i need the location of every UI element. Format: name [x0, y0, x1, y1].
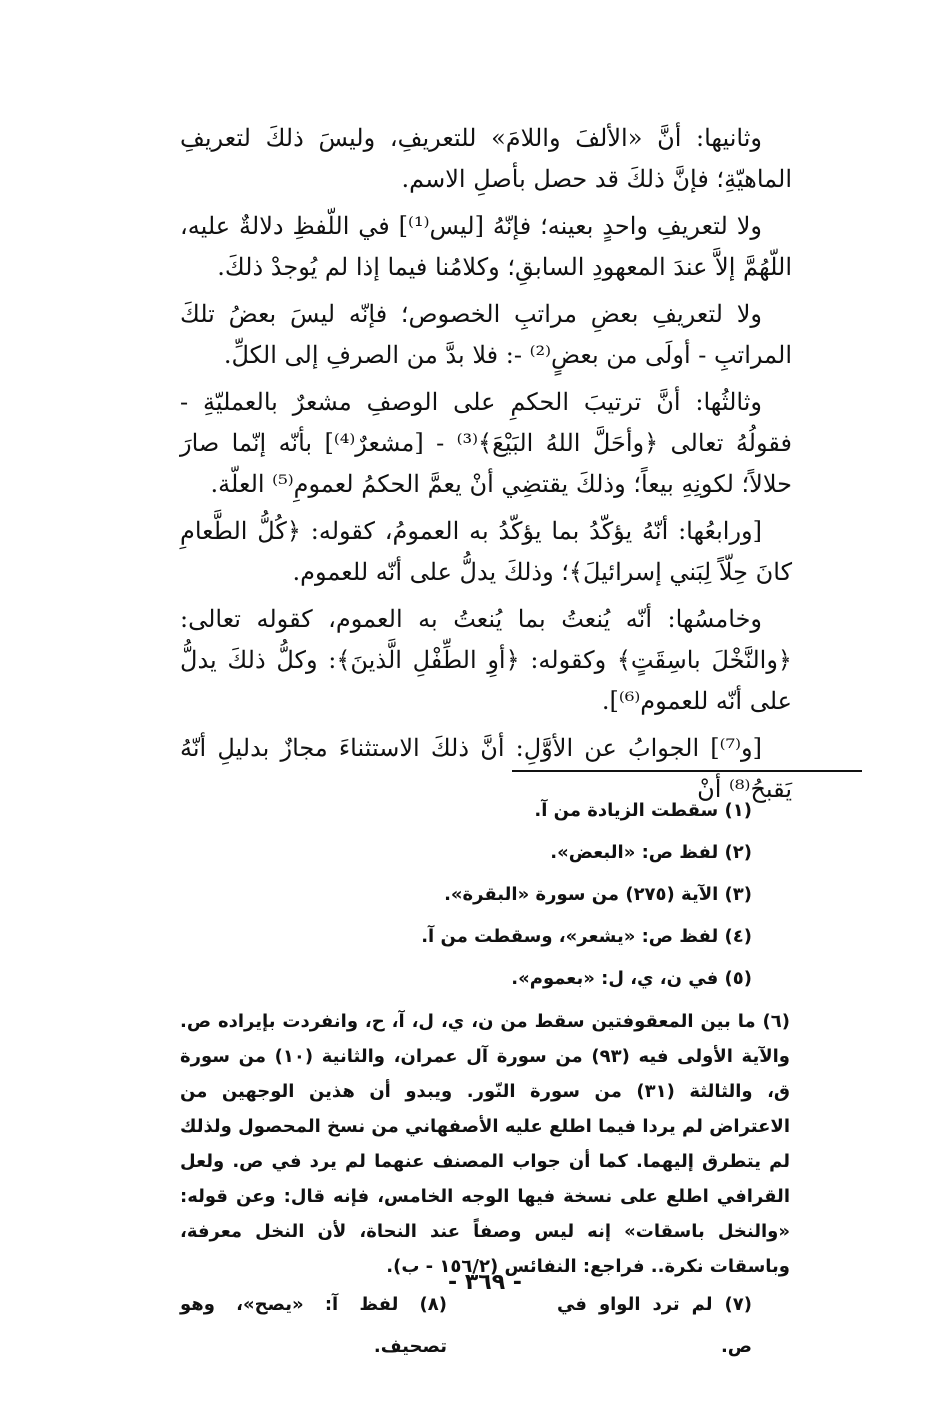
paragraph-specificity-ranks: ولا لتعريفِ بعضِ مراتبِ الخصوص؛ فإنّه ليسَ بعضُ تلكَ المراتبِ - أولَى من بعضٍ⁽²⁾ -: فلا بدَّ من الصرفِ إلى الكلِّ. — [180, 300, 792, 369]
paragraph-fifth-argument: وخامسُها: أنّه يُنعتُ بما يُنعتُ به العموم، كقوله تعالى: ﴿والنَّخْلَ باسِقَتٍ﴾ وكقوله: ﴿أوِ الطِّفْلِ الَّذينَ﴾: وكلُّ ذلكَ يدلُّ على أنّه للعموم⁽⁶⁾]. — [180, 605, 792, 715]
footnote-7: (٧) لم ترد الواو في ص. — [556, 1294, 752, 1357]
footnote-1: (١) سقطت الزيادة من آ. — [534, 800, 752, 821]
main-text — [180, 118, 792, 816]
footnote-6: (٦) ما بين المعقوفتين سقط من ن، ي، ل، آ، ح، وانفردت بإيراده ص. والآية الأولى فيه (٩٣) من سورة آل عمران، والثانية (١٠) من سورة ق، والثالثة (٣١) من سورة النّور. ويبدو أن هذين الوجهين من الاعتراض لم يردا فيما اطلع عليه الأصفهاني من نسخ المحصول ولذلك لم يتطرق إليهما. كما أن جواب المصنف عنهما لم يرد في ص. ولعل القرافي اطلع على نسخة فيها الوجه الخامس، فإنه قال: وعن قوله: «والنخل باسقات» إنه ليس وصفاً عند النحاة، لأن النخل معرفة، وباسقات نكرة.. فراجع: النفائس (١٥٦/٢ - ب). — [180, 1011, 790, 1277]
paragraph-answer-first: [و⁽⁷⁾] الجوابُ عن الأوَّلِ: أنَّ ذلكَ الاستثناءَ مجازٌ بدليلِ أنّهُ يَقبحُ⁽⁸⁾ أنْ — [180, 734, 792, 803]
footnote-8: (٨) لفظ آ: «يصح»، وهو تصحيف. — [180, 1294, 447, 1357]
footnote-2: (٢) لفظ ص: «البعض». — [550, 842, 752, 863]
footnote-pair-7-8 — [180, 1284, 790, 1368]
page-number: - ٣٦٩ - — [448, 1270, 522, 1295]
paragraph-second-argument: وثانيها: أنَّ «الألفَ واللامَ» للتعريفِ، وليسَ ذلكَ لتعريفِ الماهيّةِ؛ فإنَّ ذلكَ قد حصل بأصلِ الاسم. — [180, 124, 792, 193]
footnote-5: (٥) في ن، ي، ل: «بعموم». — [511, 968, 752, 989]
paragraph-fourth-argument: [ورابعُها: أنّهُ يؤكّدُ بما يؤكّدُ به العمومُ، كقوله: ﴿كُلُّ الطَّعامِ كانَ حِلّاً لِبَني إسرائيلَ﴾؛ وذلكَ يدلُّ على أنّه للعموم. — [180, 517, 792, 586]
footnote-3: (٣) الآية (٢٧٥) من سورة «البقرة». — [444, 884, 752, 905]
footnote-4: (٤) لفظ ص: «يشعر»، وسقطت من آ. — [421, 926, 752, 947]
paragraph-specific-one: ولا لتعريفِ واحدٍ بعينه؛ فإنّهُ [ليس⁽¹⁾] في اللّفظِ دلالةٌ عليه، اللّهُمَّ إلاَّ عندَ المعهودِ السابقِ؛ وكلامُنا فيما إذا لم يُوجدْ ذلكَ. — [180, 212, 792, 281]
footnote-separator — [512, 770, 862, 772]
paragraph-third-argument: وثالثُها: أنَّ ترتيبَ الحكمِ على الوصفِ مشعرٌ بالعمليّةِ - فقولُهُ تعالى ﴿وأحَلَّ اللهُ البَيْعَ﴾⁽³⁾ - [مشعرٌ⁽⁴⁾] بأنّه إنّما صارَ حلالاً؛ لكونِهِ بيعاً؛ وذلكَ يقتضِي أنْ يعمَّ الحكمُ لعمومِ⁽⁵⁾ العلّة. — [180, 388, 793, 498]
